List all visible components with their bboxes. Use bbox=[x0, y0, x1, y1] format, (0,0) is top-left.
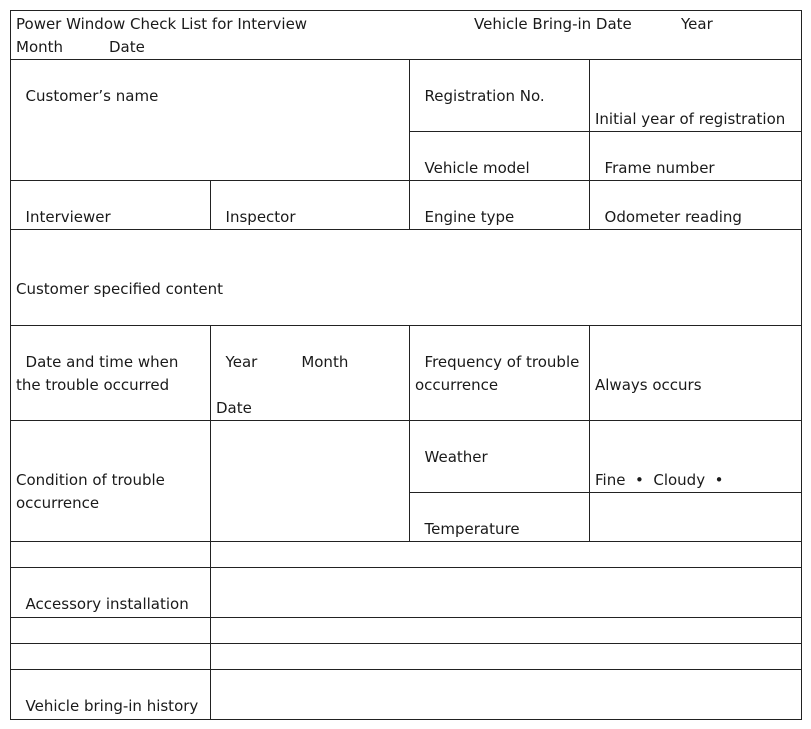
trouble-date-fields-cell bbox=[210, 325, 410, 421]
header-cell bbox=[10, 10, 802, 60]
bring-in-date-day-label: Date bbox=[109, 38, 145, 56]
customer-content-cell bbox=[10, 229, 802, 326]
frequency-label: Frequency of trouble occurrence bbox=[415, 353, 585, 394]
condition-cell bbox=[10, 420, 211, 542]
history-value-cell bbox=[210, 669, 802, 720]
trouble-year-label: Year bbox=[225, 353, 258, 371]
accessory-label: Accessory installation bbox=[25, 595, 189, 613]
initial-registration-cell bbox=[589, 59, 802, 132]
history-label: Vehicle bring-in history bbox=[25, 697, 199, 715]
vehicle-model-label: Vehicle model bbox=[424, 159, 530, 177]
frequency-options-cell bbox=[589, 325, 802, 421]
condition-value-cell bbox=[210, 420, 410, 542]
dtc-value-cell bbox=[210, 617, 802, 644]
trouble-date-label: Date bbox=[216, 399, 252, 417]
accessory-cell bbox=[10, 567, 211, 618]
temperature-value-cell bbox=[589, 492, 802, 542]
vehicle-model-cell bbox=[409, 131, 590, 181]
time-stamp-value-cell bbox=[210, 643, 802, 670]
road-conditions-value-cell bbox=[210, 541, 802, 568]
trouble-date-time-label: Date and time when the trouble occurred bbox=[16, 353, 184, 394]
road-conditions-cell bbox=[10, 541, 211, 568]
form-title: Power Window Check List for Interview bbox=[16, 15, 308, 33]
inspector-label: Inspector bbox=[225, 208, 296, 226]
frame-number-cell bbox=[589, 131, 802, 181]
weather-label: Weather bbox=[424, 448, 488, 466]
condition-label: Condition of trouble occurrence bbox=[16, 471, 170, 512]
trouble-month-label: Month bbox=[301, 353, 349, 371]
odometer-cell bbox=[589, 180, 802, 230]
bring-in-date-label: Vehicle Bring-in Date bbox=[474, 15, 632, 33]
registration-no-label: Registration No. bbox=[424, 87, 545, 105]
weather-options-line-1: Fine • Cloudy • bbox=[595, 471, 724, 489]
initial-registration-label: Initial year of registration bbox=[595, 110, 786, 128]
interviewer-cell bbox=[10, 180, 211, 230]
customer-content-label: Customer specified content bbox=[16, 280, 224, 298]
inspector-cell bbox=[210, 180, 410, 230]
bring-in-month-label: Month bbox=[16, 38, 64, 56]
time-stamp-cell bbox=[10, 643, 211, 670]
temperature-label: Temperature bbox=[424, 520, 520, 538]
weather-options-cell bbox=[589, 420, 802, 493]
odometer-label: Odometer reading bbox=[604, 208, 742, 226]
engine-type-label: Engine type bbox=[424, 208, 515, 226]
bring-in-year-label: Year bbox=[681, 15, 713, 33]
frequency-cell bbox=[409, 325, 590, 421]
always-occurs-option: Always occurs bbox=[595, 376, 702, 394]
weather-cell bbox=[409, 420, 590, 493]
trouble-date-time-cell bbox=[10, 325, 211, 421]
customer-name-label: Customer’s name bbox=[25, 87, 159, 105]
dtc-cell bbox=[10, 617, 211, 644]
frame-number-label: Frame number bbox=[604, 159, 715, 177]
history-cell bbox=[10, 669, 211, 720]
registration-no-cell bbox=[409, 59, 590, 132]
customer-name-cell bbox=[10, 59, 410, 181]
accessory-value-cell bbox=[210, 567, 802, 618]
interviewer-label: Interviewer bbox=[25, 208, 111, 226]
temperature-cell bbox=[409, 492, 590, 542]
engine-type-cell bbox=[409, 180, 590, 230]
